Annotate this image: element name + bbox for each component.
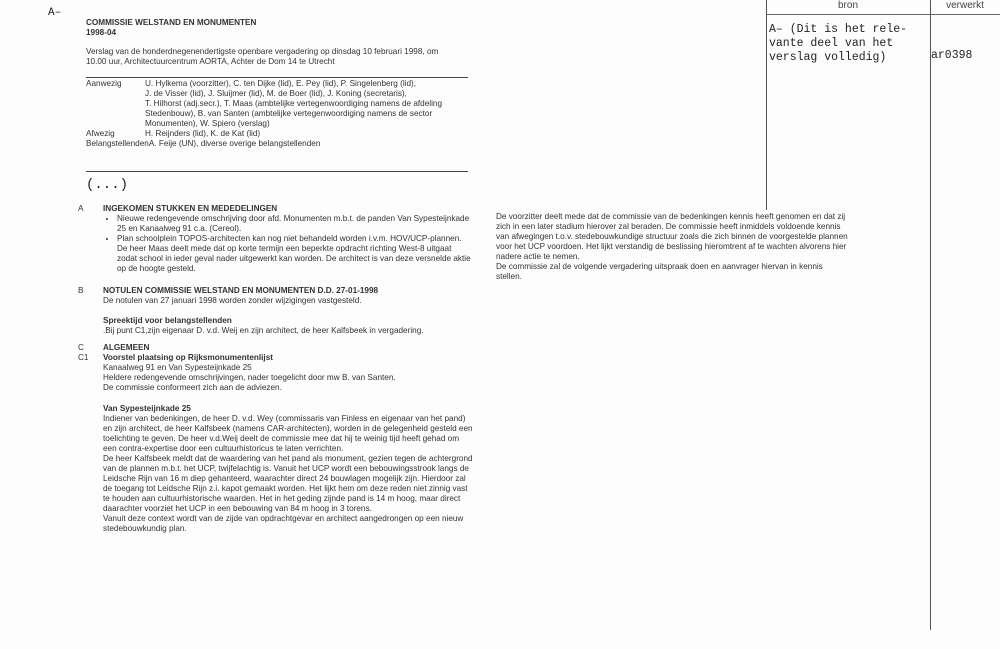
margin-mark: A– (48, 7, 62, 19)
section-title: ALGEMEEN (103, 343, 150, 352)
bron-line: vante deel van het (769, 37, 894, 50)
paragraph: Indiener van bedenkingen, de heer D. v.d. Wey (commissaris van Finless en eigenaar van het pand) en zijn architect, de heer Kalfsbeek (namens CAR-architecten), worden in de gelegenheid gesteld een toelichting te geven. De heer v.d.Weij deelt de commissie mee dat hij te weinig tijd heeft gehad om een contra-expertise door een cultuurhistoricus te laten verrichten. (103, 414, 473, 453)
column-header-verwerkt: verwerkt (946, 0, 984, 11)
absent-label: Afwezig (86, 129, 115, 138)
section-letter: B (78, 286, 84, 295)
text-line: De commissie conformeert zich aan de adviezen. (103, 383, 282, 392)
bron-line: A– (Dit is het rele- (769, 23, 908, 36)
subsection-title: Voorstel plaatsing op Rijksmonumentenlijst (103, 353, 273, 362)
divider (86, 171, 468, 172)
section-letter: C (78, 343, 84, 352)
table-header-line (766, 14, 1000, 15)
ellipsis: (...) (86, 177, 129, 193)
absent-list: H. Reijnders (lid), K. de Kat (lid) (145, 129, 261, 138)
section-letter: A (78, 204, 84, 213)
present-line: U. Hylkema (voorzitter), C. ten Dijke (lid), E. Pey (lid), P. Singelenberg (lid), (145, 79, 417, 88)
text-line: Kanaalweg 91 en Van Sypesteijnkade 25 (103, 363, 252, 372)
paragraph: .Bij punt C1,zijn eigenaar D. v.d. Weij en zijn architect, de heer Kalfsbeek in vergadering. (103, 326, 424, 335)
present-label: Aanwezig (86, 79, 122, 88)
org-title: COMMISSIE WELSTAND EN MONUMENTEN (86, 18, 257, 27)
table-divider (930, 0, 931, 630)
paragraph: De commissie zal de volgende vergadering uitspraak doen en aanvrager hiervan in kennis stellen. (496, 262, 823, 281)
present-line: Monumenten), W. Spiero (verslag) (145, 119, 270, 128)
section-a (103, 204, 473, 274)
stakeholders-label: Belangstellenden (86, 139, 149, 148)
paragraph: Vanuit deze context wordt van de zijde van opdrachtgevar en architect aangedrongen op een nieuw stedebouwkundig plan. (103, 514, 464, 533)
subsection-title: Van Sypesteijnkade 25 (103, 404, 191, 413)
present-line: T. Hilhorst (adj.secr.), T. Maas (ambtelijke vertegenwoordiging namens de afdeling (145, 99, 443, 108)
paragraph: De heer Kalfsbeek meldt dat de waardering van het pand als monument, gezien tegen de achtergrond van de plannen m.b.t. het UCP, twijfelachtig is. Vanuit het UCP wordt een bebouwingsstrook langs de Leidsche Rijn van 16 m diep gehanteerd, waarachter direct 24 bouwlagen mogelijk zijn. Hierdoor zal de toegang tot Leidsche Rijn z.i. kapot gemaakt worden. Het lijkt hem om deze reden niet zinnig vast te houden aan cultuurhistorische waarden. Het in het geding zijnde pand is 14 m hoog, maar direct daarachter voorziet het UCP in een bebouwing van 84 m hoog in 3 torens. (103, 454, 473, 513)
attendance (86, 79, 476, 149)
intro-line: 10.00 uur, Architectuurcentrum AORTA, Achter de Dom 14 te Utrecht (86, 57, 335, 66)
section-title: INGEKOMEN STUKKEN EN MEDEDELINGEN (103, 204, 278, 213)
text-line: Heldere redengevende omschrijvingen, nader toegelicht door mw B. van Santen. (103, 373, 396, 382)
stakeholders-list: A. Feije (UN), diverse overige belangstellenden (148, 139, 321, 148)
paragraph: De voorzitter deelt mede dat de commissie van de bedenkingen kennis heeft genomen en dat zij zich in een later stadium hierover zal beraden. De commissie heeft inmiddels voldoende kennis van afwegingen t.o.v. stedebouwkundige structuur zoals die zich binnen de voorgestelde plannen voor het UCP voordoen. Het lijkt verstandig de beslissing hieromtrent af te wachten alvorens hier nadere actie te nemen. (496, 212, 848, 261)
section-title: NOTULEN COMMISSIE WELSTAND EN MONUMENTEN D.D. 27-01-1998 (103, 286, 379, 295)
intro-line: Verslag van de honderdnegenendertigste openbare vergadering op dinsdag 10 februari 1998, om (86, 47, 439, 56)
present-line: Stedenbouw), B. van Santen (ambtelijke vertegenwoordiging namens de sector (145, 109, 433, 118)
subsection-title: Spreektijd voor belangstellenden (103, 316, 232, 325)
paragraph: De notulen van 27 januari 1998 worden zonder wijzigingen vastgesteld. (103, 296, 362, 305)
section-b (103, 286, 473, 336)
section-c (103, 343, 473, 534)
present-line: J. de Visser (lid), J. Sluijmer (lid), M. de Boer (lid), J. Koning (secretaris), (145, 89, 407, 98)
bron-note (769, 23, 907, 65)
section-letter: C1 (78, 353, 89, 362)
chair-response (496, 212, 850, 282)
bullet-item: • Nieuwe redengevende omschrijving door afd. Monumenten m.b.t. de panden Van Sypesteijnkade 25 en Kanaalweg 91 c.a. (Cereol). (117, 214, 473, 234)
bron-line: verslag volledig) (769, 51, 887, 64)
report-number: 1998-04 (86, 28, 117, 37)
bullet-item: • Plan schoolplein TOPOS-architecten kan nog niet behandeld worden i.v.m. HOV/UCP-plannen. De heer Maas deelt mede dat op korte termijn een beperkte opdracht richting West-8 uitgaat zodat school in ieder geval nader uitgewerkt kan worden. De architect is van deze versnelde aktie op de hoogte gesteld. (117, 234, 473, 274)
table-divider (766, 0, 767, 210)
column-header-bron: bron (837, 0, 858, 11)
verwerkt-value: ar0398 (931, 49, 973, 62)
intro (86, 47, 438, 67)
divider (86, 77, 468, 78)
